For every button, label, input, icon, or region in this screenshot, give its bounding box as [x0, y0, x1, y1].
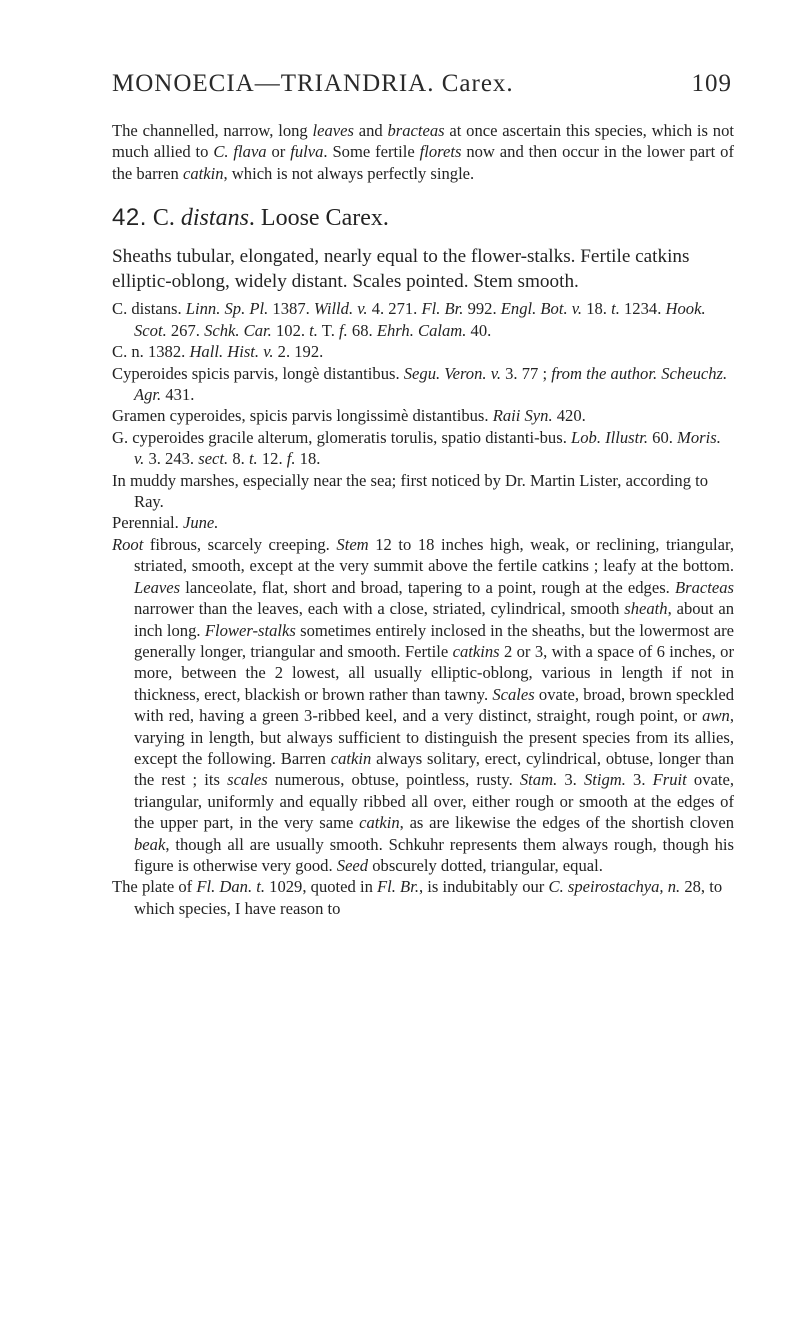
- species-diagnosis: Sheaths tubular, elongated, nearly equal to the flower-stalks. Fertile catkins elliptic-oblong, widely distant. Scales pointed. Stem smooth.: [112, 246, 690, 292]
- synonym-reference: C. distans. Linn. Sp. Pl. 1387. Willd. v. 4. 271. Fl. Br. 992. Engl. Bot. v. 18. t. 1234. Hook. Scot. 267. Schk. Car. 102. t. T. f. 68. Ehrh. Calam. 40.: [112, 299, 706, 340]
- synonym-reference: Cyperoides spicis parvis, longè distantibus. Segu. Veron. v. 3. 77 ; from the author. Scheuchz. Agr. 431.: [112, 363, 728, 405]
- synonym-reference: C. n. 1382. Hall. Hist. v. 2. 192.: [112, 342, 324, 362]
- species-heading: 42. C. distans. Loose Carex.: [112, 204, 389, 232]
- page-number: 109: [691, 70, 732, 97]
- page-body: [112, 120, 734, 919]
- synonym-reference: G. cyperoides gracile alterum, glomeratis torulis, spatio distanti-bus. Lob. Illustr. 60. Moris. v. 3. 243. sect. 8. t. 12. f. 18.: [112, 427, 721, 469]
- running-title: MONOECIA—TRIANDRIA. Carex.: [112, 70, 514, 97]
- description-paragraph: Root fibrous, scarcely creeping. Stem 12 to 18 inches high, weak, or reclining, triangular, striated, smooth, except at the very summit above the fertile catkins ; leafy at the bottom. Leaves lanceolate, flat, short and broad, tapering to a point, rough at the edges. Bracteas narrower than the leaves, each with a close, striated, cylindrical, smooth sheath, about an inch long. Flower-stalks sometimes entirely inclosed in the sheaths, but the lowermost are generally longer, triangular and smooth. Fertile catkins 2 or 3, with a space of 6 inches, or more, between the 2 lowest, all usually elliptic-oblong, various in length if not in thickness, erect, blackish or brown rather than tawny. Scales ovate, broad, brown speckled with red, having a green 3-ribbed keel, and a very distinct, straight, rough point, or awn, varying in length, but always sufficient to distinguish the present species from its allies, except the following. Barren catkin always solitary, erect, cylindrical, obtuse, longer than the rest ; its scales numerous, obtuse, pointless, rusty. Stam. 3. Stigm. 3. Fruit ovate, triangular, uniformly and equally ribbed all over, either rough or smooth at the edges of the upper part, in the very same catkin, as are likewise the edges of the shortish cloven beak, though all are usually smooth. Schkuhr represents them always rough, though his figure is otherwise very good. Seed obscurely dotted, triangular, equal.: [112, 534, 735, 875]
- species-epithet: distans: [180, 205, 249, 232]
- species-number: 42.: [112, 204, 147, 232]
- closing-paragraph: The plate of Fl. Dan. t. 1029, quoted in Fl. Br., is indubitably our C. speirostachya, n. 28, to which species, I have reason to: [112, 877, 723, 918]
- genus-label: Carex.: [441, 70, 514, 97]
- duration-line: Perennial. June.: [112, 513, 219, 533]
- habitat-paragraph: In muddy marshes, especially near the sea; first noticed by Dr. Martin Lister, according to Ray.: [112, 470, 709, 512]
- common-name: Loose Carex.: [260, 205, 389, 232]
- synonym-reference: Gramen cyperoides, spicis parvis longissimè distantibus. Raii Syn. 420.: [112, 406, 586, 426]
- intro-paragraph: The channelled, narrow, long leaves and bracteas at once ascertain this species, which is not much allied to C. flava or fulva. Some fertile florets now and then occur in the lower part of the barren catkin, which is not always perfectly single.: [112, 121, 734, 183]
